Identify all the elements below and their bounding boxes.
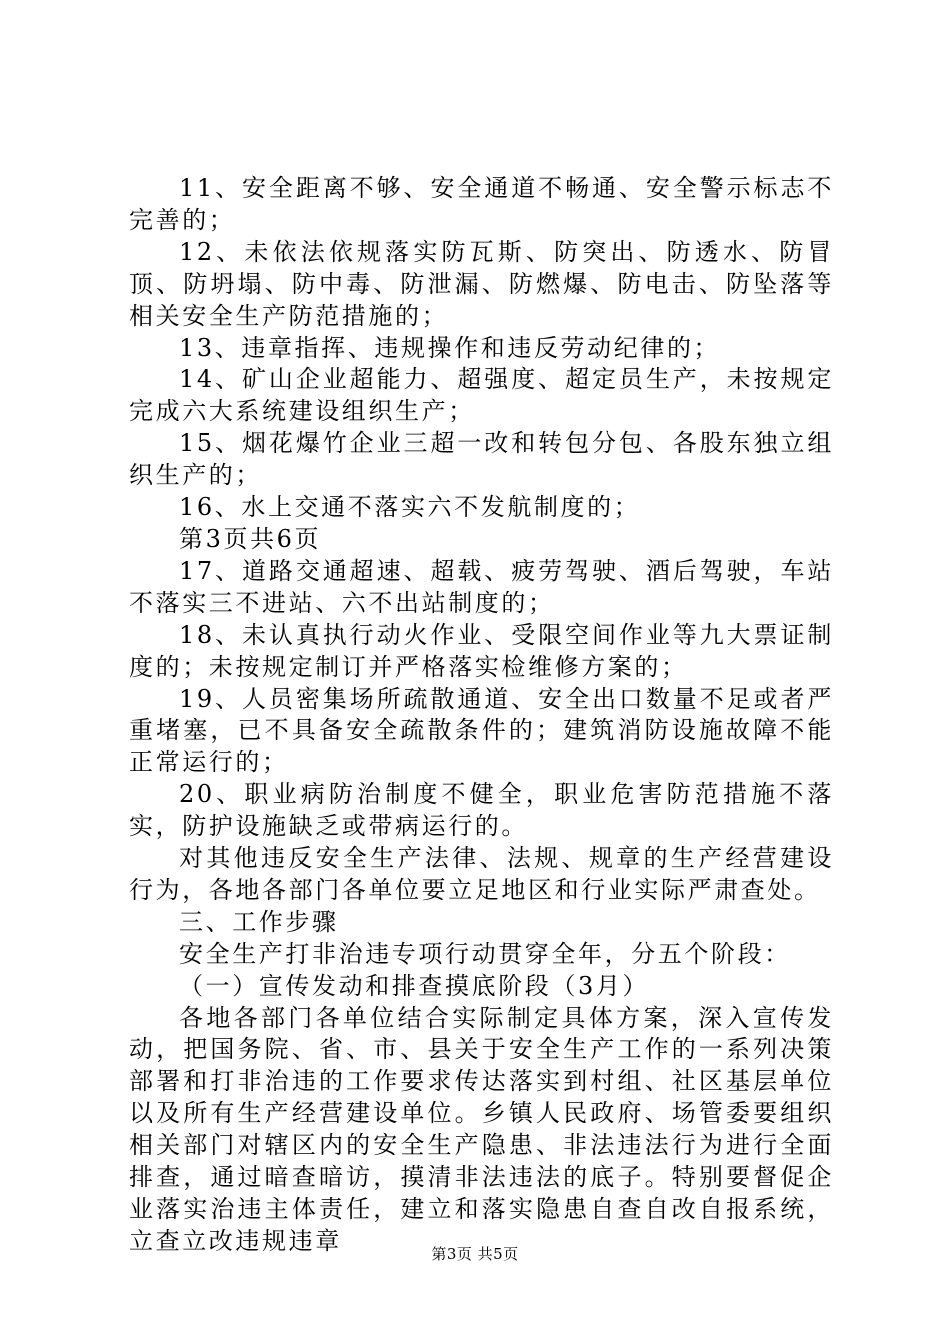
paragraph-item-20: 20、职业病防治制度不健全，职业危害防范措施不落实，防护设施缺乏或带病运行的。 bbox=[129, 780, 834, 841]
section-heading-work-steps: 三、工作步骤 bbox=[179, 907, 339, 936]
paragraph-item-11: 11、安全距离不够、安全通道不畅通、安全警示标志不完善的； bbox=[129, 174, 834, 234]
paragraph-item-13: 13、违章指挥、违规操作和违反劳动纪律的； bbox=[179, 333, 721, 362]
paragraph-stage-one-body: 各地各部门各单位结合实际制定具体方案，深入宣传发动，把国务院、省、市、县关于安全生产工作的一系列决策部署和打非治违的工作要求传达落实到村组、社区基层单位以及所有生产经营建设单位。乡镇人民政府、场管委要组织相关部门对辖区内的安全生产隐患、非法违法行为进行全面排查，通过暗查暗访，摸清非法违法的底子。特别要督促企业落实治违主体责任，建立和落实隐患自查自改自报系统，立查立改违规违章 bbox=[129, 1003, 834, 1255]
inline-page-marker: 第3页共6页 bbox=[179, 524, 322, 553]
subsection-heading-stage-one: （一）宣传发动和排查摸底阶段（3月） bbox=[179, 971, 650, 1000]
paragraph-five-stages: 安全生产打非治违专项行动贯穿全年，分五个阶段： bbox=[179, 939, 791, 968]
paragraph-item-12: 12、未依法依规落实防瓦斯、防突出、防透水、防冒顶、防坍塌、防中毒、防泄漏、防燃爆、防电击、防坠落等相关安全生产防范措施的； bbox=[129, 237, 834, 330]
paragraph-item-16: 16、水上交通不落实六不发航制度的； bbox=[179, 493, 641, 522]
paragraph-item-19: 19、人员密集场所疏散通道、安全出口数量不足或者严重堵塞，已不具备安全疏散条件的；建筑消防设施故障不能正常运行的； bbox=[129, 684, 834, 777]
paragraph-item-14: 14、矿山企业超能力、超强度、超定员生产，未按规定完成六大系统建设组织生产； bbox=[129, 365, 834, 426]
paragraph-item-17: 17、道路交通超速、超载、疲劳驾驶、酒后驾驶，车站不落实三不进站、六不出站制度的； bbox=[129, 556, 834, 617]
paragraph-other-violations: 对其他违反安全生产法律、法规、规章的生产经营建设行为，各地各部门各单位要立足地区和行业实际严肃查处。 bbox=[129, 844, 834, 904]
paragraph-item-18: 18、未认真执行动火作业、受限空间作业等九大票证制度的；未按规定制订并严格落实检维修方案的； bbox=[129, 620, 834, 681]
document-body bbox=[129, 173, 834, 1258]
page-footer: 第3页 共5页 bbox=[431, 1245, 519, 1263]
paragraph-item-15: 15、烟花爆竹企业三超一改和转包分包、各股东独立组织生产的； bbox=[129, 429, 834, 490]
